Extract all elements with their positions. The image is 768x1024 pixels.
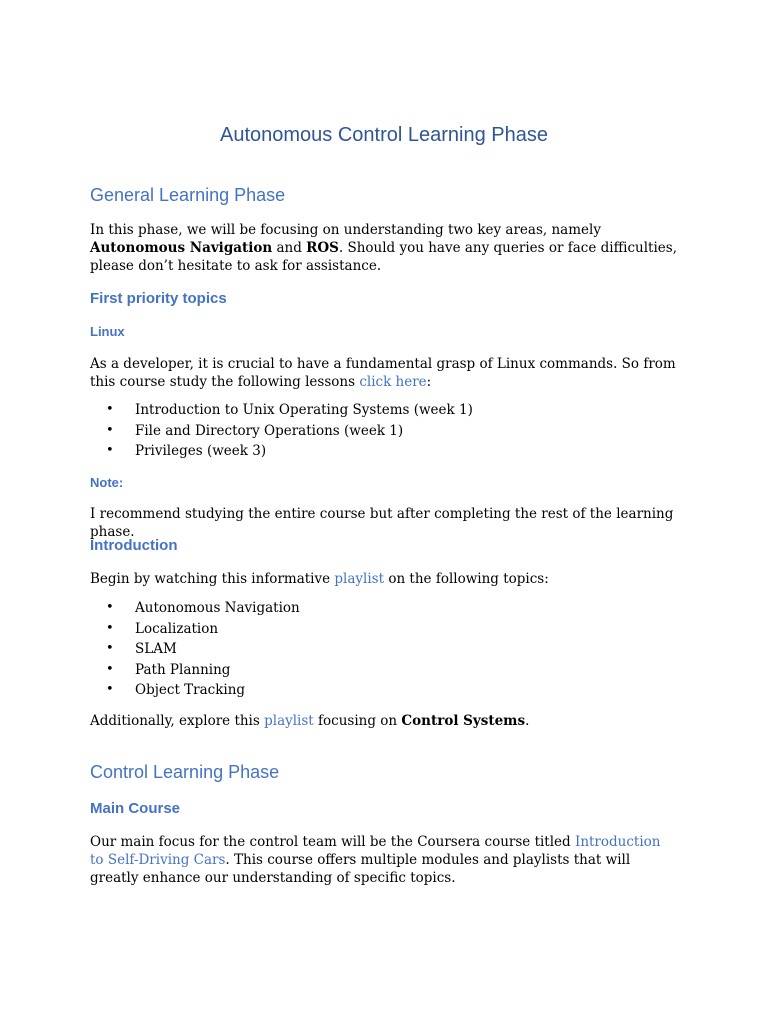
linux-click-here-link[interactable]: click here <box>359 374 427 391</box>
main-course-heading: Main Course <box>90 800 181 817</box>
document-title: Autonomous Control Learning Phase <box>220 124 548 146</box>
additional-text-3: . <box>525 713 530 729</box>
list-item: • File and Directory Operations (week 1) <box>90 421 473 442</box>
additional-bold-control-systems: Control Systems <box>401 713 526 729</box>
main-course-text-2: . This course offers multiple modules and playlists that will greatly enhance our understanding of specific topics. <box>90 852 631 887</box>
linux-text-1: As a developer, it is crucial to have a fundamental grasp of Linux commands. So from this course study the following lessons <box>90 356 676 391</box>
intro-bold-ros: ROS <box>306 240 339 257</box>
intro-text-1: In this phase, we will be focusing on understanding two key areas, namely <box>90 222 601 238</box>
self-driving-cars-course-link[interactable]: Introduction to Self-Driving Cars <box>90 834 661 869</box>
introduction-paragraph <box>90 570 678 588</box>
general-intro-paragraph <box>90 221 678 276</box>
intro-text-2: and <box>272 240 307 257</box>
control-systems-playlist-link[interactable]: playlist <box>264 713 314 729</box>
list-item: • SLAM <box>90 639 300 660</box>
linux-paragraph <box>90 355 678 391</box>
list-item: • Object Tracking <box>90 680 300 701</box>
note-paragraph: I recommend studying the entire course but after completing the rest of the learning phase. <box>90 506 674 541</box>
main-course-paragraph <box>90 833 678 888</box>
general-learning-heading: General Learning Phase <box>90 185 286 205</box>
main-course-text-1: Our main focus for the control team will be the Coursera course titled <box>90 834 575 850</box>
list-item: • Localization <box>90 619 300 640</box>
control-learning-heading: Control Learning Phase <box>90 762 280 782</box>
list-item: • Path Planning <box>90 660 300 681</box>
note-heading: Note: <box>90 475 124 490</box>
list-item: • Introduction to Unix Operating Systems (week 1) <box>90 400 473 421</box>
first-priority-heading: First priority topics <box>90 290 227 307</box>
linux-text-2: : <box>426 374 432 391</box>
introduction-heading: Introduction <box>90 537 178 554</box>
additional-text-2: focusing on <box>313 713 402 729</box>
introduction-text-2: on the following topics: <box>384 571 549 587</box>
list-item: • Autonomous Navigation <box>90 598 300 619</box>
additional-text-1: Additionally, explore this <box>90 713 265 729</box>
linux-lessons-list <box>90 400 473 462</box>
linux-heading: Linux <box>90 324 125 339</box>
introduction-playlist-link[interactable]: playlist <box>334 571 385 587</box>
introduction-text-1: Begin by watching this informative <box>90 571 335 587</box>
intro-text-3: . Should you have any queries or face difficulties, please don’t hesitate to ask for assistance. <box>90 240 677 275</box>
additional-paragraph <box>90 712 678 730</box>
introduction-topics-list <box>90 598 300 701</box>
intro-bold-autonomous-navigation: Autonomous Navigation <box>90 240 273 257</box>
list-item: • Privileges (week 3) <box>90 441 473 462</box>
